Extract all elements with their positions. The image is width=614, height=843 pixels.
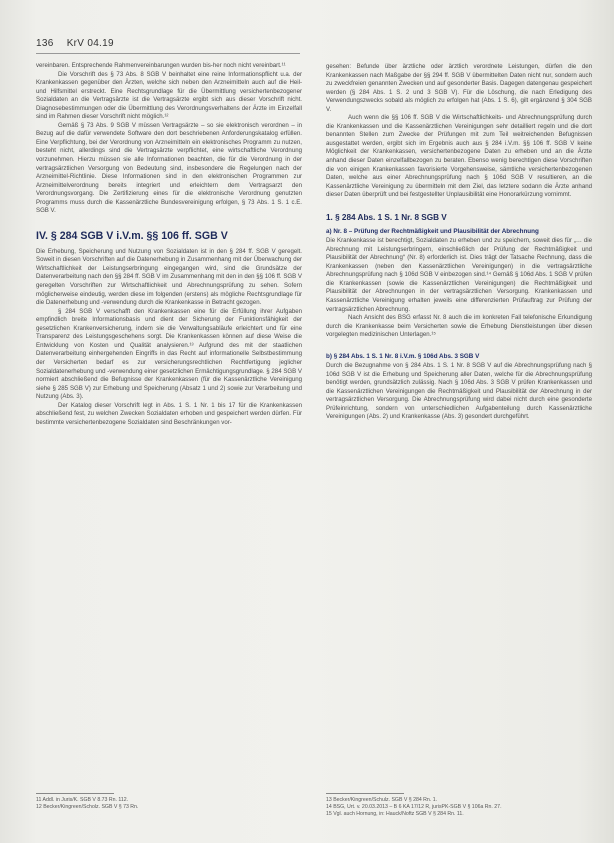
footnote: 13 Becker/Kingreen/Schulz. SGB V § 284 Rn. 1.: [326, 797, 438, 803]
paragraph: Nach Ansicht des BSG erfasst Nr. 8 auch die im konkreten Fall telefonische Erkundigung durch die Krankenkasse beim Versicherten sowie die Erhebung Dienstleistungen über diesen vorgelegten medizinischen Unterlagen.¹⁵: [326, 314, 592, 339]
paragraph: Die Vorschrift des § 73 Abs. 8 SGB V beinhaltet eine reine Informationspflicht u.a. der Krankenkassen gegenüber den Ärzten, welche sich neben den Arzneimitteln auch auf die Heil- und Hilfsmittel erstreckt. Eine Rechtsgrundlage für die Übermittlung versichertenbezogener Sozialdaten an die Vertragsärzte ist die Vertragsärzte ergibt sich aus dieser Vorschrift nicht. Diagnosebestimmungen oder die Übermittlung des Verordnungsverhaltens der Ärzte im Einzelfall sind im Rahmen dieser Vorschrift nicht möglich.¹²: [36, 70, 302, 121]
section-heading: IV. § 284 SGB V i.V.m. §§ 106 ff. SGB V: [36, 229, 228, 242]
paragraph: Auch wenn die §§ 106 ff. SGB V die Wirtschaftlichkeits- und Abrechnungsprüfung durch die Krankenkassen und die Kassenärztlichen Vereinigungen sehr detailliert regeln und die dort benannten Stellen zum Zwecke der Prüfungen mit zum Teil weitreichenden Befugnissen ausgestattet werden, ergibt sich im Ergebnis auch aus § 284 i.V.m. §§ 106 ff. SGB V keine Möglichkeit der Krankenkassen, versichertenbezogene Daten zu erheben und an die Ärzte anhand dieser Daten einzelfallbezogen zu beraten. Ebenso wenig berechtigen diese Vorschriften die von einigen Krankenkassen favorisierte Vorgehensweise, sämtliche versichertenbezogenen Daten, welche aus einer Abrechnungsprüfung nach § 106d SGB V resultieren, an die Kassenärztliche Vereinigung zu übermitteln mit dem Ziel, das letztere sodann die Ärzte anhand dieser Daten überprüft und bei festgestellter Unplausibilität eine Honorarkürzung vornimmt.: [326, 114, 592, 199]
header-rule: [36, 53, 300, 54]
footnote: 14 BSG, Urt. v. 20.03.2013 – B 6 KA 17/12 R, jurisPK-SGB V § 106a Rn. 27.: [326, 804, 502, 811]
paragraph: § 284 SGB V verschafft den Krankenkassen eine für die Erfüllung ihrer Aufgaben empfindlich breite Informationsbasis und dient der Sicherung der Funktionsfähigkeit der gesetzlichen Krankenversicherung, indem sie die Verwaltungsabläufe erleichtert und für eine Transparenz des Leistungsgeschehens sorgt. Die Krankenkassen können auf diese Weise die Entwicklung von Kosten und Qualität analysieren.¹³ Aufgrund des mit der staatlichen Datenverarbeitung einhergehenden Eingriffs in das Recht auf informationelle Selbstbestimmung der Versicherten bedarf es zur versicherungsrechtlichen Rechtfertigung jeglicher Sozialdatenerhebung und -verwendung einer gesetzlichen Ermächtigungsgrundlage. § 284 SGB V normiert abschließend die Befugnisse der Krankenkassen (für die Kassenärztliche Vereinigung siehe § 285 SGB V) zur Erhebung und Speicherung (Absatz 1 und 2) sowie zur Verarbeitung und Nutzung (Abs. 3).: [36, 307, 302, 401]
subsection-title: b) § 284 Abs. 1 S. 1 Nr. 8 i.V.m. § 106d Abs. 3 SGB V: [326, 352, 480, 360]
right-column: [326, 63, 592, 422]
paragraph: gesehen: Befunde über ärztliche oder ärztlich verordnete Leistungen, dürfen die den Krankenkassen nach Maßgabe der §§ 294 ff. SGB V übermittelten Daten nicht nur, sondern auch zu zweckfreien genannten Zwecken und auf gesonderter Basis. Dagegen datengenau gespeichert werden (§ 284 Abs. 1 S. 2 und 3 SGB V). Für die Löschung, die nach Erledigung des Verwendungszwecks sobald als möglich zu erfolgen hat (Abs. 1 S. 6), gilt ergänzend § 304 SGB V.: [326, 63, 592, 113]
paragraph: Der Katalog dieser Vorschrift legt in Abs. 1 S. 1 Nr. 1 bis 17 für die Krankenkassen abschließend fest, zu welchen Zwecken Sozialdaten erhoben und gespeichert werden dürfen. Für bestimmte versichertenbezogene Sozialdaten sind Beschränkungen vor-: [36, 401, 302, 426]
footnote: 12 Becker/Kingreen/Scholz. SGB V § 73 Rn.: [36, 804, 139, 811]
subsection-title: a) Nr. 8 – Prüfung der Rechtmäßigkeit und Plausibilität der Abrechnung: [326, 227, 539, 235]
paragraph: Die Erhebung, Speicherung und Nutzung von Sozialdaten ist in den § 284 ff. SGB V geregelt. Soweit in diesen Vorschriften auf die Datenerhebung in Zusammenhang mit der Überwachung der Wirtschaftlichkeit der Leistungserbringung eingegangen wird, sind die Grundsätze der Datenverarbeitung nach den §§ 284 ff. SGB V im Zusammenhang mit den in den §§ 106 ff. SGB V geregelten Vorschriften zur Wirtschaftlichkeit und Abrechnungsprüfung zu sehen. Sofern möglicherweise eindeutig, werden diese im folgenden (erstens) als mögliche Rechtsgrundlage für die Datenerhebung und -verwendung durch die Krankenkasse in Betracht gezogen.: [36, 247, 302, 307]
footnote: 11 Addl. in Juris/K. SGB V 8.73 Rn. 112.: [36, 797, 129, 803]
running-header: [36, 38, 124, 49]
subsection-heading: 1. § 284 Abs. 1 S. 1 Nr. 8 SGB V: [326, 212, 447, 222]
footnote-rule: [36, 793, 114, 794]
paragraph: Gemäß § 73 Abs. 9 SGB V müssen Vertragsärzte – so sie elektronisch verordnen – in Bezug auf die dafür verwendete Software den dort beschriebenen Anforderungskatalog erfüllen. Eine Verpflichtung, bei der Verordnung von Arzneimitteln ein elektronisches Programm zu nutzen, besteht nicht, allerdings sind die Vertragsärzte verpflichtet, eine wirtschaftliche Verordnung vorzunehmen. Hierzu müssen sie alle Informationen beachten, die für die Verordnung in der vertragsärztlichen Versorgung von Bedeutung sind, insbesondere die Regelungen nach der Arzneimittel-Richtlinie. Diese Informationen sind in den elektronischen Programmen zur Arzneimittelverordnung bereits integriert und erleichtern dem Vertragsarzt den Verordnungsvorgang. Die Zertifizierung eines für die elektronische Verordnung genutzten Programms muss durch die Kassenärztliche Bundesvereinigung erfolgen, § 73 Abs. 1 S. 1 c.E. SGB V.: [36, 121, 302, 215]
paragraph: Die Krankenkasse ist berechtigt, Sozialdaten zu erheben und zu speichern, soweit dies für „… die Abrechnung mit Leistungserbringern, einschließlich der Prüfung der Rechtmäßigkeit und Plausibilität der Abrechnung“ (Nr. 8) erforderlich ist. Dies trägt der Tatsache Rechnung, dass die Krankenkassen (neben den Kassenärztlichen Vereinigungen) in die vertragsärztliche Abrechnungsprüfung nach § 106d SGB V einbezogen sind.¹⁴ Gemäß § 106d Abs. 1 SGB V prüfen die Krankenkassen (sowie die Kassenärztlichen Vereinigungen) die Rechtmäßigkeit und Plausibilität der Abrechnungen in der vertragsärztlichen Versorgung. Krankenkassen und Kassenärztliche Vereinigung erhalten jeweils eine differenzierten Prüfauftrag zur Prüfung der vertragsärztlichen Abrechnung.: [326, 237, 592, 313]
journal-label: KrV 04.19: [66, 38, 114, 49]
page-number: 136: [36, 38, 54, 49]
paragraph: Durch die Bezugnahme von § 284 Abs. 1 S. 1 Nr. 8 SGB V auf die Abrechnungsprüfung nach § 106d SGB V ist die Erhebung und Speicherung aller Daten, welche für die Abrechnungsprüfung benötigt werden, grundsätzlich zulässig. Nach § 106d Abs. 3 SGB V prüfen Krankenkassen und die Kassenärztlichen Vereinigungen die Rechtmäßigkeit und Plausibilität der Abrechnung in der vertragsärztlichen Versorgung. Die Abrechnungsprüfung wird dabei nicht durch eine gesonderte Prüfeinrichtung, sondern von unterschiedlichen Aufgabenteilung durch Kassenärztliche Vereinigungen (Abs. 2) und Krankenkasse (Abs. 3) gesondert durchgeführt.: [326, 362, 592, 421]
footnote: 15 Vgl. auch Hornung, in: Hauck/Noftz SGB V § 284 Rn. 11.: [326, 811, 464, 818]
paragraph: vereinbaren. Entsprechende Rahmenvereinbarungen wurden bis-her noch nicht vereinbart.¹¹: [36, 62, 286, 69]
footnote-rule: [326, 793, 404, 794]
footnotes-right: [326, 793, 592, 819]
left-column: [36, 62, 302, 427]
footnotes-left: [36, 793, 302, 811]
